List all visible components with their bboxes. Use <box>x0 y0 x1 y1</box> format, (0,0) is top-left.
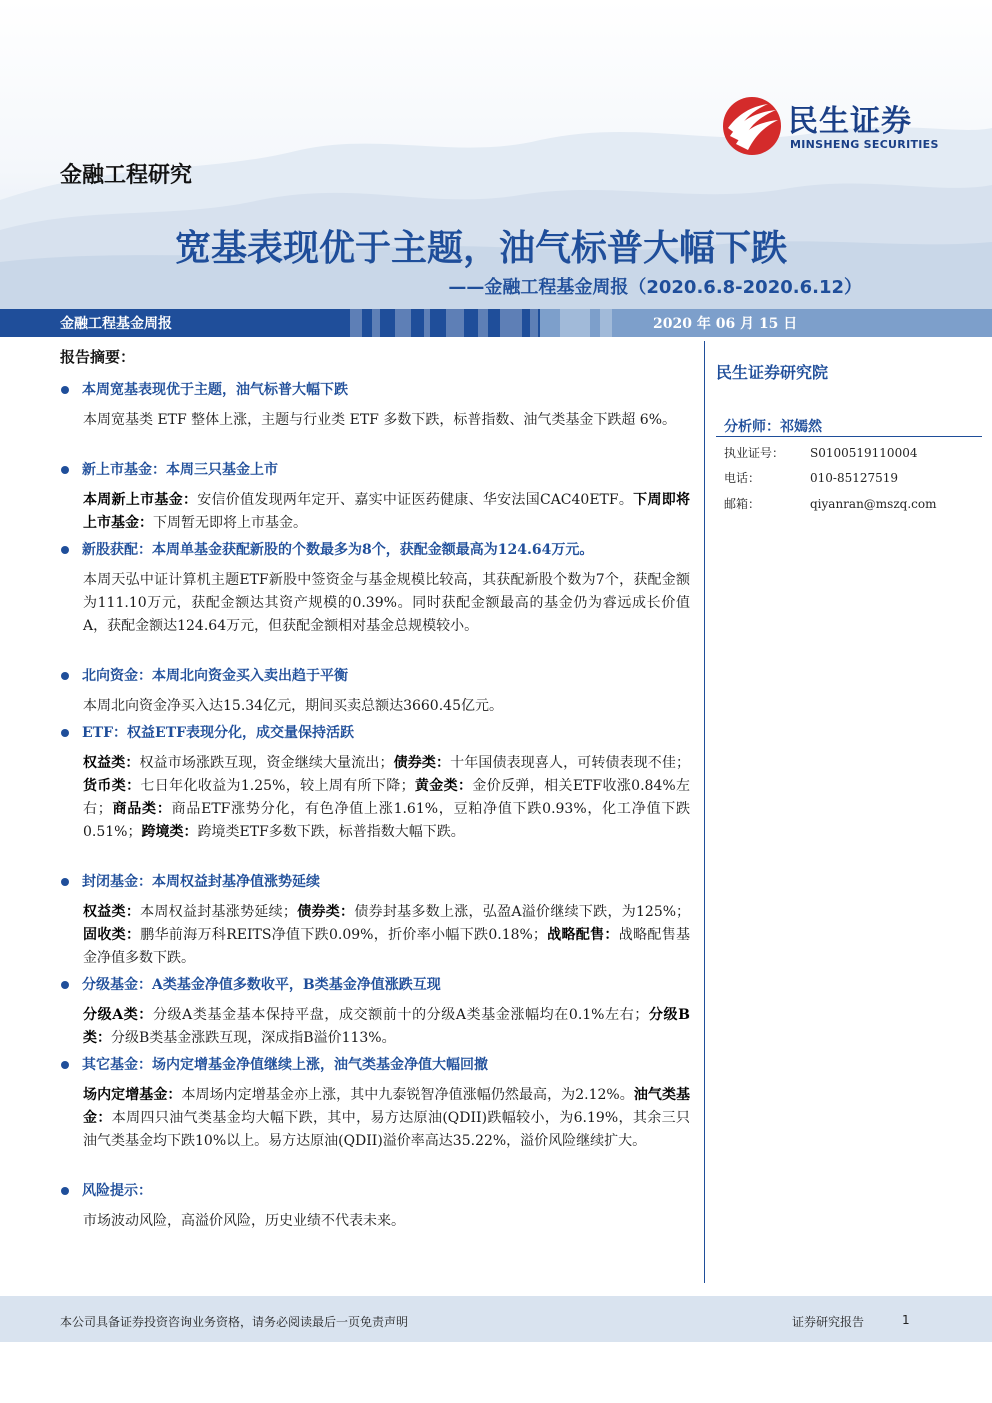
info-row-license <box>724 444 917 461</box>
bullet-icon <box>61 672 69 680</box>
bullet-icon <box>61 386 69 394</box>
section-body: 本周新上市基金：安信价值发现两年定开、嘉实中证医药健康、华安法国CAC40ETF。下周即将上市基金：下周暂无即将上市基金。 <box>83 492 691 531</box>
footer-report-kind: 证券研究报告 <box>792 1315 865 1329</box>
section-title: 风险提示： <box>60 1180 690 1202</box>
summary-section <box>60 665 690 718</box>
summary-section <box>60 1054 690 1153</box>
section-title: 封闭基金：本周权益封基净值涨势延续 <box>60 871 690 893</box>
info-value: S0100519110004 <box>810 446 918 460</box>
info-label: 邮箱： <box>724 497 761 511</box>
section-body: 权益类：权益市场涨跌互现，资金继续大量流出；债券类：十年国债表现喜人，可转债表现不佳；货币类：七日年化收益为1.25%，较上周有所下降；黄金类：金价反弹，相关ETF收涨0.84%左右；商品类：商品ETF涨势分化，有色净值上涨1.61%，豆粕净值下跌0.93%，化工净值下跌0.51%；跨境类：跨境类ETF多数下跌，标普指数大幅下跌。 <box>83 755 691 840</box>
section-body: 市场波动风险，高溢价风险，历史业绩不代表未来。 <box>83 1213 405 1229</box>
section-title: 分级基金：A类基金净值多数收平，B类基金净值涨跌互现 <box>60 974 690 996</box>
brand-name-cn: 民生证券 <box>788 104 912 139</box>
bullet-icon <box>61 981 69 989</box>
summary-heading: 报告摘要： <box>60 348 136 366</box>
summary-section <box>60 379 690 432</box>
section-body: 本周天弘中证计算机主题ETF新股中签资金与基金规模比较高，其获配新股个数为7个，获配金额为111.10万元，获配金额达其资产规模的0.39%。同时获配金额最高的基金仍为睿远成长价值A，获配金额达124.64万元，但获配金额相对基金总规模较小。 <box>83 572 690 634</box>
info-label: 电话： <box>724 471 761 485</box>
info-value: 010-85127519 <box>810 471 899 485</box>
summary-section <box>60 1180 690 1233</box>
brand-name-en: MINSHENG SECURITIES <box>790 138 939 151</box>
section-title: 新上市基金：本周三只基金上市 <box>60 459 690 481</box>
section-body: 本周宽基类 ETF 整体上涨，主题与行业类 ETF 多数下跌，标普指数、油气类基金下跌超 6%。 <box>83 412 677 428</box>
logo-mark-icon <box>722 96 782 156</box>
info-row-email <box>724 495 936 512</box>
section-title: 北向资金：本周北向资金买入卖出趋于平衡 <box>60 665 690 687</box>
report-title: 宽基表现优于主题，油气标普大幅下跌 <box>174 228 787 269</box>
footer-disclaimer: 本公司具备证券投资咨询业务资格，请务必阅读最后一页免责声明 <box>60 1315 409 1329</box>
summary-section <box>60 871 690 970</box>
minsheng-logo <box>722 96 952 160</box>
bullet-icon <box>61 1061 69 1069</box>
banner-date: 2020 年 06 月 15 日 <box>653 316 798 332</box>
section-title: ETF：权益ETF表现分化，成交量保持活跃 <box>60 722 690 744</box>
summary-section <box>60 722 690 844</box>
bullet-icon <box>61 1187 69 1195</box>
summary-section <box>60 459 690 535</box>
analyst-header <box>716 414 982 437</box>
page-number: 1 <box>902 1313 910 1327</box>
section-body: 本周北向资金净买入达15.34亿元，期间买卖总额达3660.45亿元。 <box>83 698 503 714</box>
summary-section <box>60 539 690 638</box>
bullet-icon <box>61 729 69 737</box>
banner-report-type: 金融工程基金周报 <box>60 316 172 332</box>
section-body: 分级A类：分级A类基金基本保持平盘，成交额前十的分级A类基金涨幅均在0.1%左右；分级B类：分级B类基金涨跌互现，深成指B溢价113%。 <box>83 1007 690 1046</box>
summary-section <box>60 974 690 1050</box>
column-divider <box>704 341 705 1283</box>
bullet-icon <box>61 466 69 474</box>
bullet-icon <box>61 878 69 886</box>
section-title: 本周宽基表现优于主题，油气标普大幅下跌 <box>60 379 690 401</box>
info-label: 执业证号： <box>724 446 785 460</box>
section-body: 场内定增基金：本周场内定增基金亦上涨，其中九泰锐智净值涨幅仍然最高，为2.12%。油气类基金：本周四只油气类基金均大幅下跌，其中，易方达原油(QDII)跌幅较小，为6.19%，其余三只油气类基金均下跌10%以上。易方达原油(QDII)溢价率高达35.22%，溢价风险继续扩大。 <box>83 1087 691 1149</box>
section-title: 其它基金：场内定增基金净值继续上涨，油气类基金净值大幅回撤 <box>60 1054 690 1076</box>
email-link[interactable]: qiyanran@mszq.com <box>810 497 937 511</box>
report-subtitle: ——金融工程基金周报（2020.6.8-2020.6.12） <box>448 277 862 298</box>
info-row-phone <box>724 469 898 486</box>
report-category: 金融工程研究 <box>60 163 193 188</box>
analyst-label: 分析师：祁嫣然 <box>724 419 822 435</box>
section-title: 新股获配：本周单基金获配新股的个数最多为8个，获配金额最高为124.64万元。 <box>60 539 690 561</box>
section-body: 权益类：本周权益封基涨势延续；债券类：债券封基多数上涨，弘盈A溢价继续下跌，为125%；固收类：鹏华前海万科REITS净值下跌0.09%，折价率小幅下跌0.18%；战略配售：战略配售基金净值多数下跌。 <box>83 904 691 966</box>
bullet-icon <box>61 546 69 554</box>
institute-name: 民生证券研究院 <box>716 363 829 382</box>
